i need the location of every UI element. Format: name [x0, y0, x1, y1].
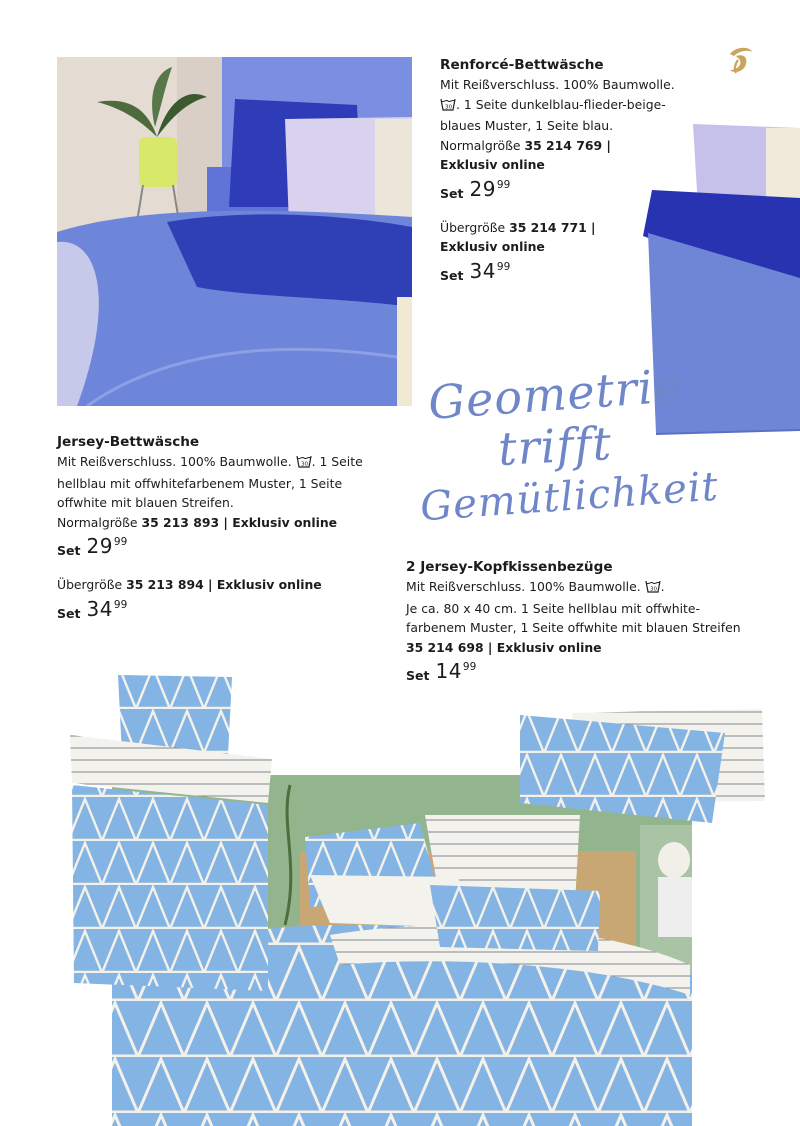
renforce-bedroom-photo: [57, 57, 412, 406]
price-main: 34: [86, 596, 113, 621]
renforce-title: Renforcé-Bettwäsche: [440, 57, 604, 73]
price-main: 34: [469, 258, 496, 283]
price-set-label: Set: [440, 185, 464, 201]
jersey-size-over-number: 35 213 894 | Exklusiv online: [126, 576, 322, 592]
price-set-label: Set: [57, 605, 81, 621]
headline-line-3: Gemütlichkeit: [418, 463, 721, 531]
kopfkissen-desc-1-after: .: [660, 579, 665, 594]
renforce-desc-2-text: . 1 Seite dunkelblau-flieder-beige-: [456, 96, 666, 112]
renforce-size-over-number: 35 214 771 |: [509, 219, 596, 235]
headline-line-2: trifft: [496, 416, 614, 476]
kopfkissen-title: 2 Jersey-Kopfkissenbezüge: [406, 559, 613, 575]
washing-30-icon: [440, 97, 456, 117]
jersey-size-normal: [57, 513, 397, 533]
washing-30-icon: [296, 454, 312, 474]
renforce-desc-1: Mit Reißverschluss. 100% Baumwolle.: [440, 77, 675, 92]
renforce-exclusive-1: Exklusiv online: [440, 157, 545, 173]
renforce-exclusive-2: Exklusiv online: [440, 239, 545, 255]
jersey-price-over: [57, 596, 397, 624]
washing-30-icon: [645, 579, 661, 599]
price-cents: 99: [113, 598, 128, 611]
price-cents: 99: [113, 536, 128, 549]
jersey-desc-1: [57, 452, 397, 474]
renforce-desc-3: blaues Muster, 1 Seite blau.: [440, 118, 614, 134]
jersey-bedroom-photo: [0, 665, 800, 1126]
svg-text:30: 30: [649, 586, 657, 593]
jersey-title: Jersey-Bettwäsche: [57, 434, 200, 450]
kopfkissen-number: 35 214 698 | Exklusiv online: [406, 639, 602, 655]
price-set-label: Set: [57, 543, 81, 559]
tchibo-bean-logo-icon: [722, 42, 758, 78]
jersey-size-over: [57, 575, 397, 595]
kopfkissen-desc-3: farbenem Muster, 1 Seite offwhite mit blauen Streifen: [406, 620, 741, 636]
renforce-size-normal-label: Normalgröße: [440, 137, 521, 153]
price-cents: 99: [462, 661, 477, 674]
jersey-size-normal-number: 35 213 893 | Exklusiv online: [141, 514, 338, 530]
price-main: 14: [435, 659, 462, 684]
jersey-size-normal-label: Normalgröße: [57, 514, 138, 530]
renforce-size-normal-number: 35 214 769 |: [524, 137, 611, 153]
jersey-desc-3: offwhite mit blauen Streifen.: [57, 495, 234, 511]
jersey-desc-2: hellblau mit offwhitefarbenem Muster, 1 Seite: [57, 475, 343, 491]
jersey-desc-1-text: Mit Reißverschluss. 100% Baumwolle.: [57, 454, 292, 469]
jersey-size-over-label: Übergröße: [57, 576, 123, 592]
price-set-label: Set: [406, 668, 430, 684]
price-cents: 99: [496, 260, 511, 273]
kopfkissen-desc-2: Je ca. 80 x 40 cm. 1 Seite hellblau mit offwhite-: [406, 600, 700, 616]
jersey-product-info: [57, 432, 397, 623]
price-cents: 99: [496, 178, 511, 191]
headline-line-1: Geometrie: [426, 358, 684, 430]
svg-text:30: 30: [300, 461, 308, 468]
kopfkissen-desc-1-text: Mit Reißverschluss. 100% Baumwolle.: [406, 579, 641, 594]
price-set-label: Set: [440, 267, 464, 283]
svg-text:30: 30: [445, 104, 452, 111]
price-main: 29: [469, 176, 496, 201]
headline: [418, 358, 721, 531]
renforce-desc-2: [440, 95, 690, 117]
kopfkissen-desc-1: [406, 577, 766, 599]
jersey-price-normal: [57, 536, 397, 561]
jersey-desc-1-after: . 1 Seite: [311, 454, 363, 469]
price-main: 29: [86, 534, 113, 559]
renforce-size-over-label: Übergröße: [440, 219, 506, 235]
